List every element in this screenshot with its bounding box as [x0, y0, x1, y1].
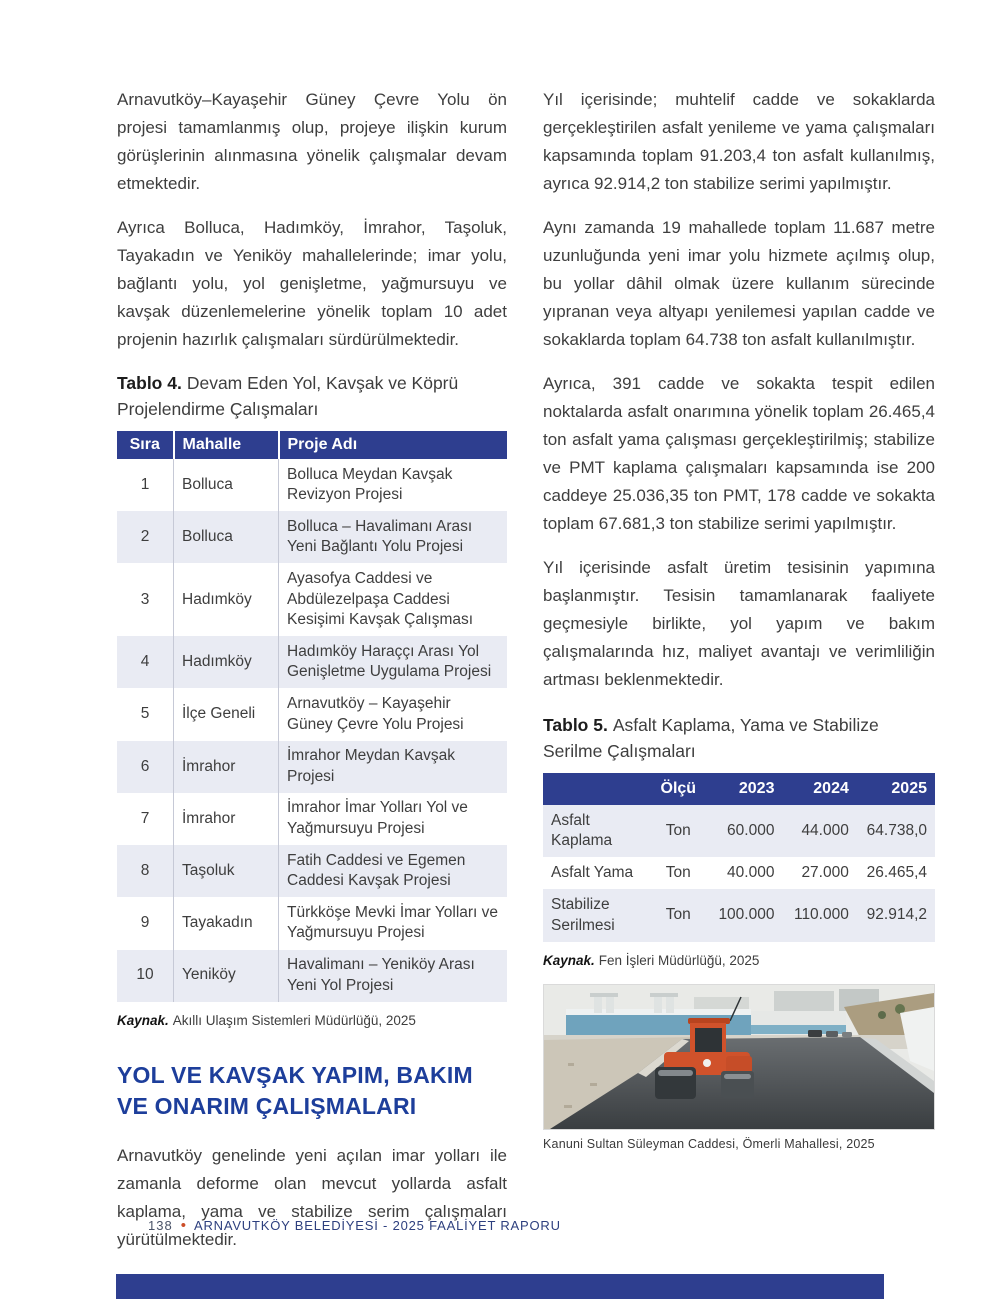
table-row: [117, 563, 507, 636]
paragraph: Arnavutköy genelinde yeni açılan imar yolları ile zamanla deforme olan mevcut yollarda asfalt kaplama, yama ve stabilize serim çalışmaları yürütülmektedir.: [117, 1145, 507, 1249]
row-no: 7: [117, 793, 174, 845]
row-mahalle: Yeniköy: [174, 950, 279, 1002]
paragraph: Yıl içerisinde asfalt üretim tesisinin yapımına başlanmıştır. Tesisin tamamlanarak faaliyete geçmesiyle birlikte, yol yapım ve bakım çalışmalarında hız, maliyet avantajı ve verimliliğin artması beklenmektedir.: [543, 558, 935, 689]
source-label: Kaynak.: [117, 1012, 169, 1028]
table-row: [117, 459, 507, 511]
row-label: Asfalt Yama: [551, 864, 634, 882]
row-proje: Türkköşe Mevki İmar Yolları ve Yağmursuyu Projesi: [287, 903, 499, 942]
row-proje: Havalimanı – Yeniköy Arası Yeni Yol Projesi: [279, 950, 508, 1002]
table-row: [117, 688, 507, 740]
table-row: [543, 857, 935, 889]
table5-title-label: Tablo 5.: [543, 715, 608, 735]
row-no: 10: [117, 950, 174, 1002]
paragraph: Ayrıca Bolluca, Hadımköy, İmrahor, Taşoluk, Tayakadın ve Yeniköy mahallelerinde; imar yolu, bağlantı yolu, yol genişletme, yağmursuyu ve kavşak düzenlemelerine yönelik toplam 10 adet projenin hazırlık çalışmaları sürdürülmektedir.: [117, 218, 507, 349]
row-unit: Ton: [649, 805, 707, 857]
table5-asphalt: [543, 773, 935, 942]
table-row: [117, 741, 507, 793]
table5-header-blank: [543, 773, 649, 805]
table5-header-2025: 2025: [857, 773, 935, 805]
table4-header-row: [117, 431, 507, 459]
paragraph: Yıl içerisinde; muhtelif cadde ve sokaklarda gerçekleştirilen asfalt yenileme ve yama çalışmaları kapsamında toplam 91.203,4 ton asfalt kullanılmış, ayrıca 92.914,2 ton stabilize serimi yapılmıştır.: [543, 90, 935, 193]
table4-projects: [117, 431, 507, 1002]
row-no: 1: [117, 459, 174, 511]
table4-header-proje: Proje Adı: [279, 431, 508, 459]
paragraph: Ayrıca, 391 cadde ve sokakta tespit edilen noktalarda asfalt onarımına yönelik toplam 26.465,4 ton asfalt yama çalışması gerçekleştirilmiş; stabilize ve PMT kaplama çalışmaları kapsamında ise 200 caddeye 25.036,35 ton PMT, 178 cadde ve sokakta toplam 67.681,3 ton stabilize serimi yapılmıştır.: [543, 374, 935, 533]
table-row: [117, 511, 507, 563]
table5-header-olcu: Ölçü: [649, 773, 707, 805]
table5-header-row: [543, 773, 935, 805]
section-heading: YOL VE KAVŞAK YAPIM, BAKIM VE ONARIM ÇALIŞMALARI: [117, 1061, 473, 1119]
row-2023: 100.000: [707, 889, 782, 941]
row-mahalle: İmrahor: [174, 741, 279, 793]
row-no: 3: [117, 563, 174, 636]
left-column: [117, 86, 507, 1254]
footer-accent-bar: [116, 1274, 884, 1299]
row-2024: 27.000: [801, 864, 849, 882]
table4-header-sira: Sıra: [117, 431, 174, 459]
row-no: 9: [117, 897, 174, 949]
row-label: Asfalt Kaplama: [543, 805, 649, 857]
paragraph: Arnavutköy–Kayaşehir Güney Çevre Yolu ön projesi tamamlanmış olup, projeye ilişkin kurum görüşlerinin alınmasına yönelik çalışmalar devam etmektedir.: [117, 90, 507, 193]
row-proje: Hadımköy Haraççı Arası Yol Genişletme Uygulama Projesi: [279, 636, 508, 688]
table4-title: [117, 370, 507, 422]
row-2023: 60.000: [707, 805, 782, 857]
row-no: 8: [117, 845, 174, 897]
row-no: 6: [117, 741, 174, 793]
table4-header-mahalle: Mahalle: [174, 431, 279, 459]
table5-header-2024: 2024: [782, 773, 856, 805]
row-2024: 110.000: [782, 889, 856, 941]
row-mahalle: İlçe Geneli: [174, 688, 279, 740]
table-row: [117, 636, 507, 688]
row-2023: 40.000: [727, 864, 775, 882]
paragraph: Aynı zamanda 19 mahallede toplam 11.687 metre uzunluğunda yeni imar yolu hizmete açılmış olup, bu yollar dâhil olmak üzere kullanım sürecinde yıpranan veya altyapı yenilemesi yapılan cadde ve sokaklarda toplam 64.738 ton asfalt kullanılmıştır.: [543, 218, 935, 349]
row-proje: Bolluca Meydan Kavşak Revizyon Projesi: [287, 465, 453, 504]
table5-title: [543, 712, 935, 764]
page-number: 138: [148, 1218, 173, 1233]
table-row: [543, 805, 935, 857]
row-mahalle: Hadımköy: [174, 563, 279, 636]
row-proje: Bolluca – Havalimanı Arası Yeni Bağlantı Yolu Projesi: [279, 511, 508, 563]
row-proje: Ayasofya Caddesi ve Abdülezelpaşa Caddesi Kesişimi Kavşak Çalışması: [287, 569, 474, 629]
table-row: [117, 793, 507, 845]
row-proje: Arnavutköy – Kayaşehir Güney Çevre Yolu Projesi: [287, 694, 464, 733]
row-mahalle: Bolluca: [174, 459, 279, 511]
row-no: 2: [117, 511, 174, 563]
row-proje: İmrahor İmar Yolları Yol ve Yağmursuyu Projesi: [287, 799, 468, 838]
footer-report-title: ARNAVUTKÖY BELEDİYESİ - 2025 FAALİYET RAPORU: [193, 1218, 561, 1233]
table-row: [117, 845, 507, 897]
row-unit: Ton: [665, 864, 691, 882]
row-label: Stabilize Serilmesi: [543, 889, 649, 941]
source-text: Fen İşleri Müdürlüğü, 2025: [598, 952, 760, 968]
row-no: 5: [117, 688, 174, 740]
page-footer: [148, 1218, 561, 1233]
right-column: [543, 86, 935, 1151]
row-mahalle: Bolluca: [174, 511, 279, 563]
table-row: [543, 889, 935, 941]
row-mahalle: Taşoluk: [174, 845, 279, 897]
source-label: Kaynak.: [543, 952, 595, 968]
table5-source: [543, 951, 935, 970]
row-proje: Fatih Caddesi ve Egemen Caddesi Kavşak Projesi: [279, 845, 508, 897]
row-proje: İmrahor Meydan Kavşak Projesi: [279, 741, 508, 793]
row-mahalle: Hadımköy: [174, 636, 279, 688]
table5-title-text: Asfalt Kaplama, Yama ve Stabilize Serilme Çalışmaları: [543, 715, 879, 761]
row-mahalle: Tayakadın: [174, 897, 279, 949]
table-row: [117, 897, 507, 949]
source-text: Akıllı Ulaşım Sistemleri Müdürlüğü, 2025: [172, 1012, 416, 1028]
row-2025: 64.738,0: [857, 805, 935, 857]
table5-header-2023: 2023: [707, 773, 782, 805]
footer-bullet-icon: •: [180, 1217, 186, 1234]
row-2025: 92.914,2: [857, 889, 935, 941]
table4-title-text: Devam Eden Yol, Kavşak ve Köprü Projelendirme Çalışmaları: [117, 373, 459, 419]
table4-source: [117, 1011, 507, 1030]
asphalt-roller-photo: [543, 984, 935, 1130]
row-mahalle: İmrahor: [174, 793, 279, 845]
row-2025: 26.465,4: [866, 864, 927, 882]
table-row: [117, 950, 507, 1002]
table4-title-label: Tablo 4.: [117, 373, 182, 393]
photo-caption: Kanuni Sultan Süleyman Caddesi, Ömerli Mahallesi, 2025: [543, 1136, 875, 1151]
asphalt-roller-photo-illustration: [544, 985, 934, 1129]
row-2024: 44.000: [782, 805, 856, 857]
row-no: 4: [117, 636, 174, 688]
row-unit: Ton: [649, 889, 707, 941]
